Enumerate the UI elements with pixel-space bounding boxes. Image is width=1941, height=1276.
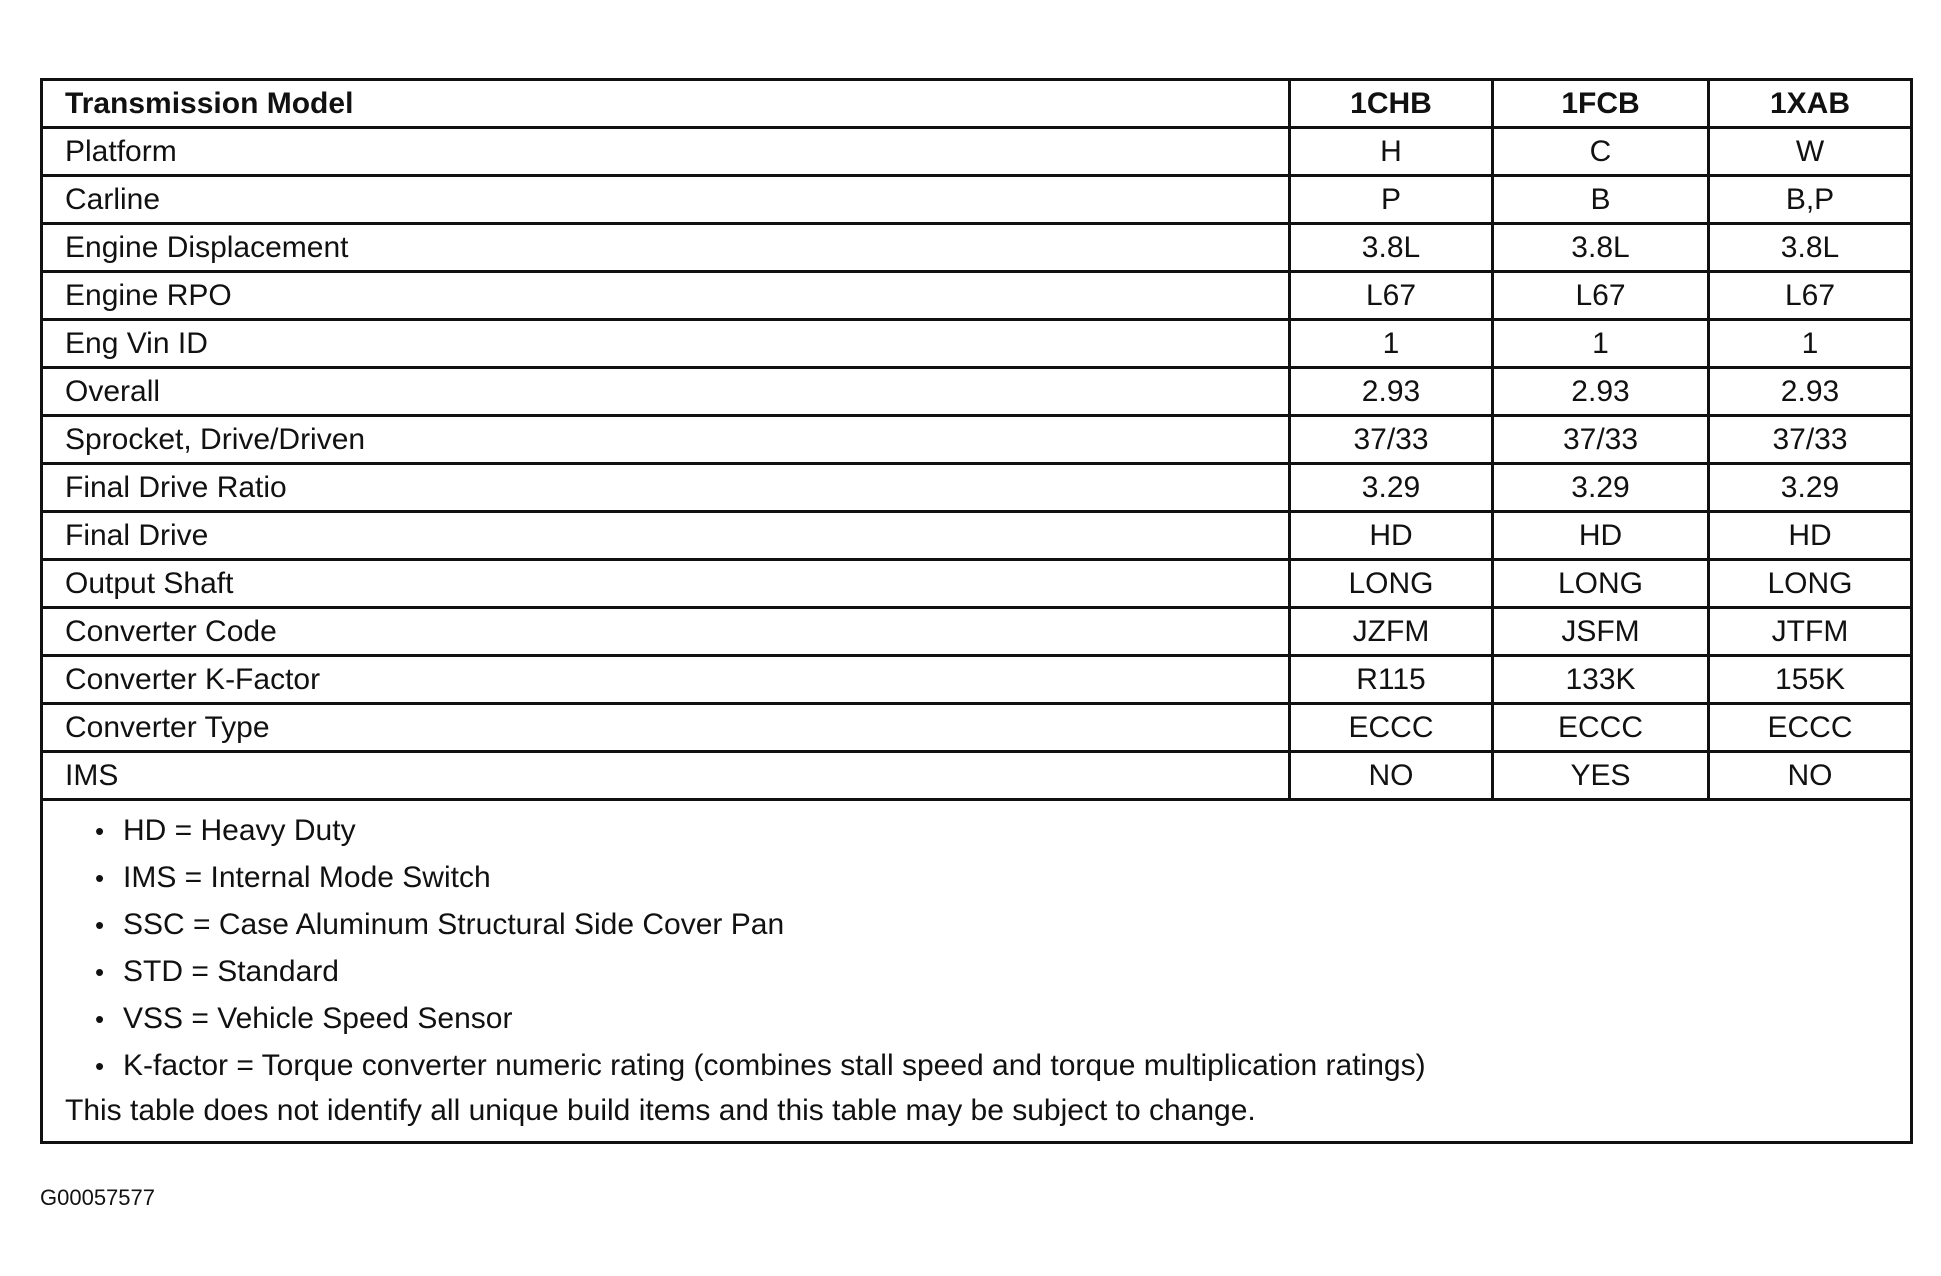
table-cell: LONG [1290,560,1493,608]
table-cell: HD [1493,512,1709,560]
table-cell: NO [1709,752,1912,800]
table-cell: 37/33 [1709,416,1912,464]
list-item [95,995,1910,1042]
table-cell: LONG [1709,560,1912,608]
table-cell: 1 [1290,320,1493,368]
header-label: Transmission Model [42,80,1290,128]
table-row [42,512,1912,560]
table-cell: 1 [1709,320,1912,368]
table-row [42,704,1912,752]
row-label: Output Shaft [42,560,1290,608]
bullet-icon: • [95,910,105,940]
list-item [95,948,1910,995]
table-cell: 133K [1493,656,1709,704]
table-cell: 155K [1709,656,1912,704]
note-text: SSC = Case Aluminum Structural Side Cover Pan [123,908,785,941]
table-cell: JTFM [1709,608,1912,656]
row-label: Final Drive Ratio [42,464,1290,512]
table-row [42,752,1912,800]
row-label: Platform [42,128,1290,176]
row-label: Final Drive [42,512,1290,560]
table-row [42,176,1912,224]
list-item [95,807,1910,854]
table-row [42,272,1912,320]
list-item [95,854,1910,901]
table-row [42,656,1912,704]
table-row [42,464,1912,512]
bullet-icon: • [95,1051,105,1081]
table-cell: W [1709,128,1912,176]
row-label: Sprocket, Drive/Driven [42,416,1290,464]
table-cell: JZFM [1290,608,1493,656]
table-cell: 2.93 [1709,368,1912,416]
row-label: Converter Type [42,704,1290,752]
table-cell: 37/33 [1290,416,1493,464]
table-cell: 3.29 [1290,464,1493,512]
list-item [95,1042,1910,1089]
table-cell: L67 [1290,272,1493,320]
table-cell: 3.29 [1493,464,1709,512]
table-cell: ECCC [1709,704,1912,752]
table-cell: LONG [1493,560,1709,608]
table-cell: P [1290,176,1493,224]
table-cell: 37/33 [1493,416,1709,464]
table-cell: 1 [1493,320,1709,368]
row-label: IMS [42,752,1290,800]
row-label: Eng Vin ID [42,320,1290,368]
header-model: 1CHB [1290,80,1493,128]
notes-row [42,800,1912,1143]
transmission-spec-document [40,78,1910,1144]
table-header-row [42,80,1912,128]
table-cell: 3.8L [1709,224,1912,272]
table-row [42,560,1912,608]
table-cell: HD [1290,512,1493,560]
bullet-icon: • [95,1004,105,1034]
table-cell: 3.8L [1493,224,1709,272]
header-model: 1FCB [1493,80,1709,128]
table-cell: 2.93 [1493,368,1709,416]
row-label: Overall [42,368,1290,416]
table-cell: NO [1290,752,1493,800]
note-text: K-factor = Torque converter numeric rating (combines stall speed and torque multiplication ratings) [123,1049,1426,1082]
table-cell: H [1290,128,1493,176]
table-row [42,224,1912,272]
table-cell: 3.8L [1290,224,1493,272]
table-row [42,368,1912,416]
table-cell: HD [1709,512,1912,560]
row-label: Engine Displacement [42,224,1290,272]
bullet-icon: • [95,863,105,893]
table-cell: B [1493,176,1709,224]
bullet-icon: • [95,957,105,987]
table-cell: C [1493,128,1709,176]
table-cell: 2.93 [1290,368,1493,416]
table-row [42,128,1912,176]
table-cell: ECCC [1493,704,1709,752]
note-text: HD = Heavy Duty [123,814,356,847]
table-cell: ECCC [1290,704,1493,752]
table-row [42,608,1912,656]
table-row [42,416,1912,464]
notes-cell [42,800,1912,1143]
row-label: Converter Code [42,608,1290,656]
table-cell: YES [1493,752,1709,800]
note-text: VSS = Vehicle Speed Sensor [123,1002,513,1035]
row-label: Converter K-Factor [42,656,1290,704]
table-footnote: This table does not identify all unique build items and this table may be subject to change. [65,1094,1256,1127]
note-text: IMS = Internal Mode Switch [123,861,491,894]
header-model: 1XAB [1709,80,1912,128]
table-row [42,320,1912,368]
table-cell: 3.29 [1709,464,1912,512]
table-cell: L67 [1709,272,1912,320]
table-cell: JSFM [1493,608,1709,656]
abbreviation-list [65,807,1910,1089]
figure-id: G00057577 [40,1185,155,1210]
table-cell: B,P [1709,176,1912,224]
row-label: Engine RPO [42,272,1290,320]
transmission-spec-table [40,78,1913,1144]
table-cell: L67 [1493,272,1709,320]
bullet-icon: • [95,816,105,846]
row-label: Carline [42,176,1290,224]
note-text: STD = Standard [123,955,339,988]
table-cell: R115 [1290,656,1493,704]
list-item [95,901,1910,948]
